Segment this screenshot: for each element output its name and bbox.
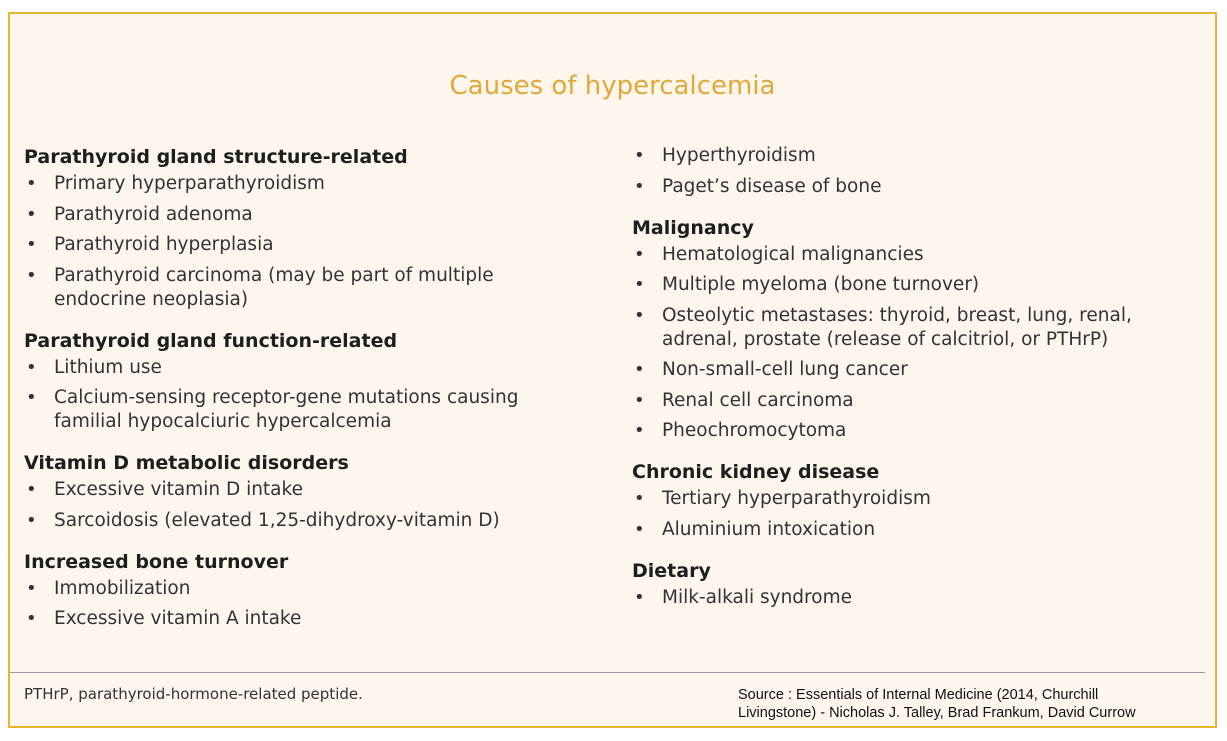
item-list: [24, 478, 584, 533]
bullet-icon: •: [26, 356, 37, 378]
list-item: [24, 172, 584, 196]
bullet-icon: •: [634, 518, 645, 540]
item-text: Parathyroid adenoma: [54, 203, 253, 225]
list-item: [632, 144, 1192, 168]
list-item: [632, 586, 1192, 610]
item-text: Lithium use: [54, 356, 162, 378]
bullet-icon: •: [26, 234, 37, 255]
bullet-icon: •: [634, 420, 645, 441]
list-item: [24, 203, 584, 227]
section-vitamin-d: [24, 450, 584, 533]
bullet-icon: •: [26, 608, 37, 629]
item-text: Primary hyperparathyroidism: [54, 173, 325, 194]
item-text: Osteolytic metastases: thyroid, breast, lung, renal, adrenal, prostate (release of calcitriol, or PTHrP): [662, 304, 1132, 350]
list-item: [24, 356, 584, 380]
bullet-icon: •: [634, 304, 645, 326]
left-column: [24, 144, 584, 647]
section-malignancy: [632, 215, 1192, 444]
section-bone-turnover: [24, 549, 584, 632]
list-item: [632, 243, 1192, 267]
bullet-icon: •: [26, 387, 37, 408]
item-text: Hematological malignancies: [662, 243, 924, 265]
bullet-icon: •: [634, 389, 645, 411]
bullet-icon: •: [634, 359, 645, 380]
item-list: [24, 172, 584, 312]
list-item: [632, 419, 1192, 443]
bullet-icon: •: [634, 175, 645, 197]
bullet-icon: •: [634, 243, 645, 265]
bullet-icon: •: [26, 173, 37, 194]
list-item: [632, 389, 1192, 413]
item-text: Tertiary hyperparathyroidism: [662, 488, 931, 509]
item-text: Calcium-sensing receptor-gene mutations causing familial hypocalciuric hypercalcemia: [54, 387, 519, 432]
item-text: Immobilization: [54, 577, 191, 599]
bullet-icon: •: [634, 586, 645, 608]
section-function: [24, 328, 584, 435]
item-list: [24, 577, 584, 632]
item-list: [24, 356, 584, 435]
bullet-icon: •: [634, 274, 645, 295]
section-heading: Increased bone turnover: [24, 550, 289, 573]
bullet-icon: •: [26, 264, 37, 286]
bullet-icon: •: [26, 203, 37, 225]
bullet-icon: •: [26, 479, 37, 500]
bullet-icon: •: [634, 488, 645, 509]
section-structure: [24, 144, 584, 312]
bullet-icon: •: [634, 145, 645, 166]
list-item: [24, 386, 584, 434]
right-column: [632, 144, 1192, 626]
source-line: Livingstone) - Nicholas J. Talley, Brad Frankum, David Currow: [738, 705, 1136, 721]
list-item: [24, 264, 584, 312]
list-item: [24, 607, 584, 631]
section-chronic-kidney: [632, 459, 1192, 542]
list-item: [24, 577, 584, 601]
item-text: Aluminium intoxication: [662, 518, 876, 540]
item-list: [632, 586, 1192, 610]
item-list: [632, 243, 1192, 444]
item-text: Renal cell carcinoma: [662, 389, 854, 411]
item-text: Sarcoidosis (elevated 1,25-dihydroxy-vitamin D): [54, 509, 500, 531]
item-list: [632, 487, 1192, 542]
item-text: Hyperthyroidism: [662, 145, 816, 166]
section-bone-turnover-continued: [632, 144, 1192, 199]
item-text: Milk-alkali syndrome: [662, 586, 852, 608]
causes-panel: [8, 12, 1217, 728]
divider: [10, 672, 1205, 673]
item-text: Paget’s disease of bone: [662, 175, 882, 197]
list-item: [632, 358, 1192, 382]
list-item: [632, 175, 1192, 199]
list-item: [632, 518, 1192, 542]
item-text: Non-small-cell lung cancer: [662, 359, 908, 380]
section-heading: Parathyroid gland structure-related: [24, 146, 408, 168]
item-text: Excessive vitamin A intake: [54, 608, 302, 629]
list-item: [632, 487, 1192, 511]
item-text: Parathyroid hyperplasia: [54, 234, 274, 255]
section-heading: Parathyroid gland function-related: [24, 329, 398, 352]
list-item: [632, 304, 1192, 352]
list-item: [632, 273, 1192, 297]
section-heading: Dietary: [632, 559, 711, 582]
item-text: Excessive vitamin D intake: [54, 479, 303, 500]
item-text: Pheochromocytoma: [662, 420, 847, 441]
source-line: Source : Essentials of Internal Medicine (2014, Churchill: [738, 687, 1099, 703]
item-list: [632, 144, 1192, 199]
footnote: PTHrP, parathyroid-hormone-related peptide.: [24, 685, 363, 703]
item-text: Multiple myeloma (bone turnover): [662, 274, 980, 295]
section-heading: Vitamin D metabolic disorders: [24, 452, 349, 474]
item-text: Parathyroid carcinoma (may be part of multiple endocrine neoplasia): [54, 264, 494, 310]
list-item: [24, 233, 584, 257]
list-item: [24, 509, 584, 533]
bullet-icon: •: [26, 577, 37, 599]
section-heading: Malignancy: [632, 216, 754, 239]
list-item: [24, 478, 584, 502]
source-citation: [738, 686, 1208, 722]
bullet-icon: •: [26, 509, 37, 531]
section-heading: Chronic kidney disease: [632, 461, 880, 483]
panel-title: Causes of hypercalcemia: [449, 71, 776, 101]
section-dietary: [632, 558, 1192, 610]
